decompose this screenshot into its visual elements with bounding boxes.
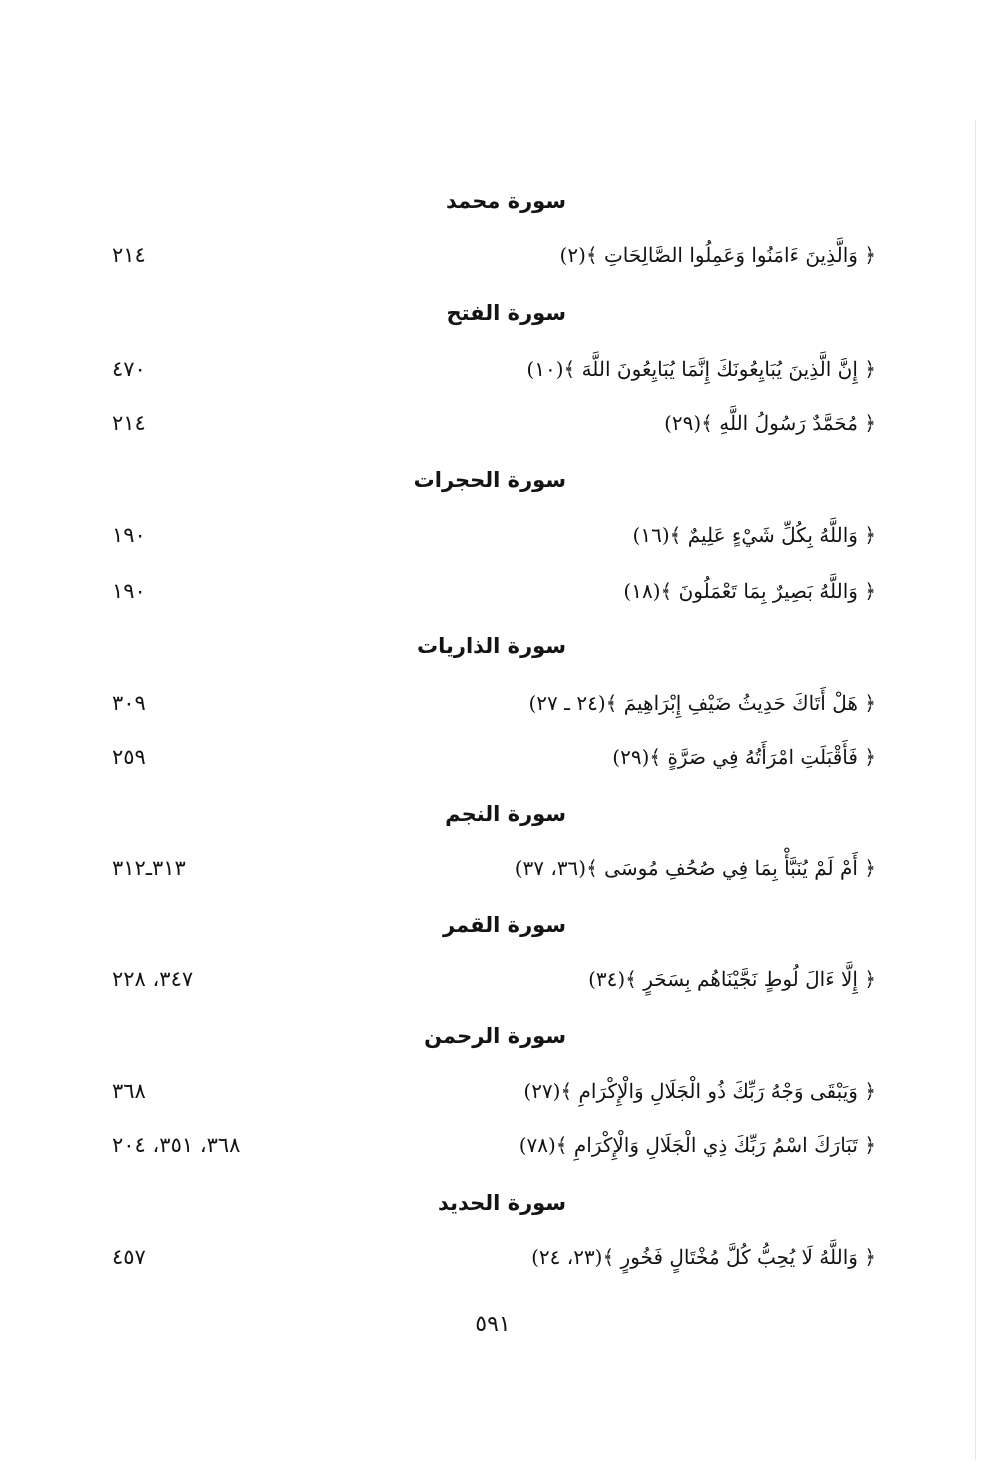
verse-text: ﴿ وَيَبْقَى وَجْهُ رَبِّكَ ذُو الْجَلَالِ وَالْإِكْرَامِ ﴾(٢٧) [523,1079,876,1103]
verse-text: ﴿ وَاللَّهُ لَا يُحِبُّ كُلَّ مُخْتَالٍ فَخُورٍ ﴾(٢٣، ٢٤) [531,1245,876,1269]
verse-text: ﴿ وَالَّذِينَ ءَامَنُوا وَعَمِلُوا الصَّالِحَاتِ ﴾(٢) [559,243,876,267]
page-reference: ١٩٠ [112,523,146,547]
surah-heading: سورة النجم [445,802,566,826]
verse-text: ﴿ أَمْ لَمْ يُنَبَّأْ بِمَا فِي صُحُفِ مُوسَى ﴾(٣٦، ٣٧) [514,856,876,880]
surah-heading: سورة محمد [446,189,566,213]
verse-text: ﴿ وَاللَّهُ بَصِيرٌ بِمَا تَعْمَلُونَ ﴾(١٨) [623,579,876,603]
surah-heading: سورة القمر [443,913,566,937]
page-reference: ٣٦٨ [112,1079,146,1103]
page-reference: ٣٤٧، ٢٢٨ [112,967,194,991]
verse-text: ﴿ وَاللَّهُ بِكُلِّ شَيْءٍ عَلِيمٌ ﴾(١٦) [632,523,876,547]
page-reference: ٢١٤ [112,411,146,435]
verse-text: ﴿ مُحَمَّدٌ رَسُولُ اللَّهِ ﴾(٢٩) [664,411,876,435]
page-reference: ٤٧٠ [112,357,146,381]
verse-text: ﴿ إِلَّا ءَالَ لُوطٍ نَجَّيْنَاهُم بِسَحَرٍ ﴾(٣٤) [588,967,876,991]
surah-heading: سورة الرحمن [424,1024,566,1048]
page-reference: ٣١٣ـ٣١٢ [112,856,186,880]
surah-heading: سورة الحجرات [413,468,566,492]
page-reference: ٢٥٩ [112,745,146,769]
verse-text: ﴿ إِنَّ الَّذِينَ يُبَايِعُونَكَ إِنَّمَا يُبَايِعُونَ اللَّهَ ﴾(١٠) [526,357,876,381]
page-reference: ٤٥٧ [112,1245,146,1269]
verse-text: ﴿ فَأَقْبَلَتِ امْرَأَتُهُ فِي صَرَّةٍ ﴾(٢٩) [612,745,876,769]
surah-heading: سورة الفتح [446,301,566,325]
page-number: ٥٩١ [475,1312,511,1337]
surah-heading: سورة الذاريات [417,634,566,658]
verse-text: ﴿ هَلْ أَتَاكَ حَدِيثُ ضَيْفِ إِبْرَاهِيمَ ﴾(٢٤ ـ ٢٧) [528,691,876,715]
page-reference: ٢١٤ [112,243,146,267]
page-reference: ٣٦٨، ٣٥١، ٢٠٤ [112,1133,241,1157]
scan-edge-divider [975,120,976,1460]
surah-heading: سورة الحديد [438,1191,566,1215]
page-reference: ٣٠٩ [112,691,146,715]
page-reference: ١٩٠ [112,579,146,603]
verse-text: ﴿ تَبَارَكَ اسْمُ رَبِّكَ ذِي الْجَلَالِ وَالْإِكْرَامِ ﴾(٧٨) [518,1133,876,1157]
